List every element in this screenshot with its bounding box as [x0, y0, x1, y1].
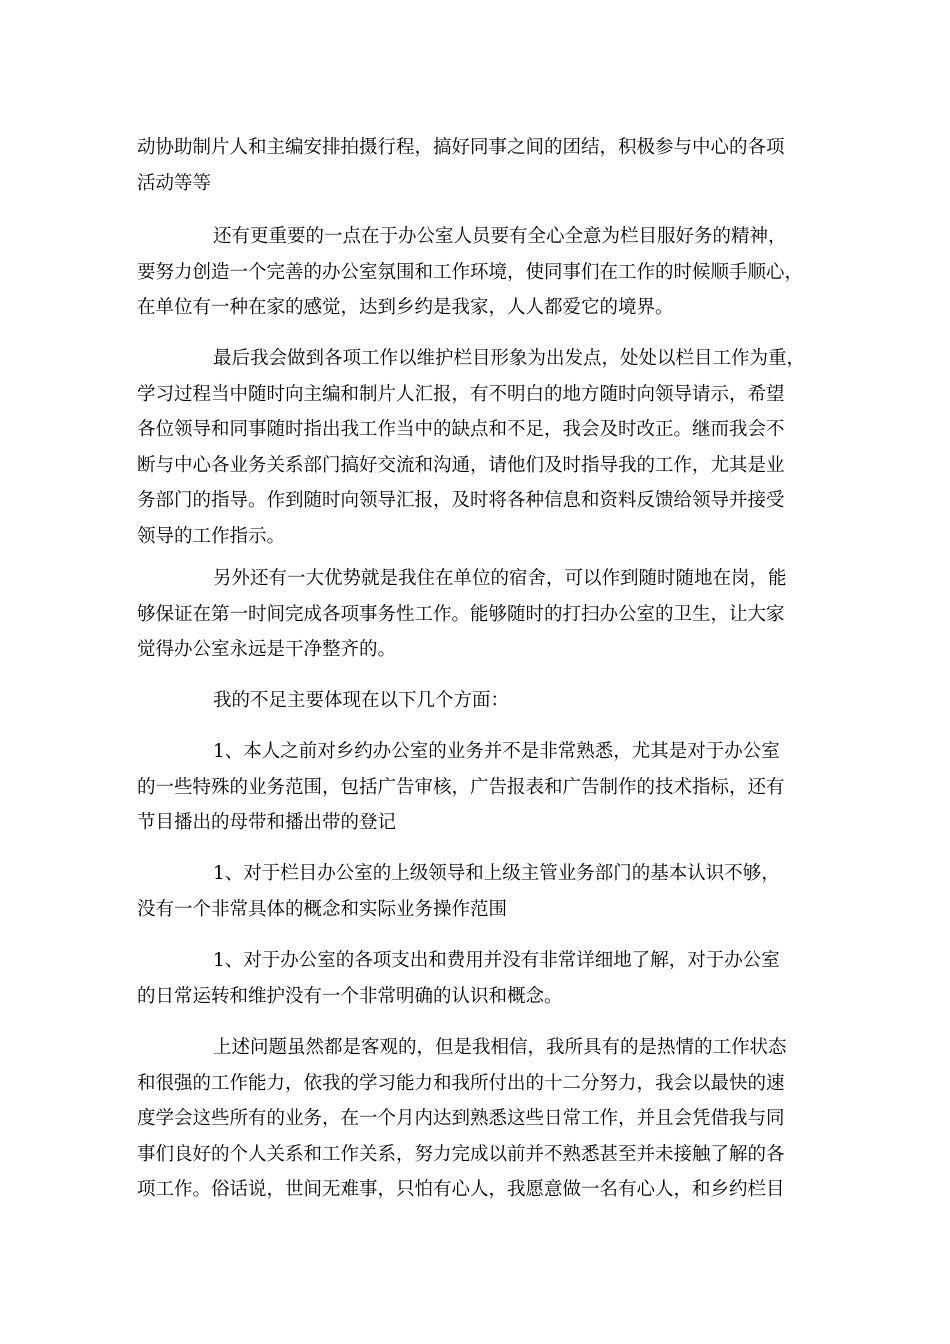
paragraph-line: 上述问题虽然都是客观的，但是我相信，我所具有的是热情的工作状态 [213, 1037, 787, 1058]
paragraph-line: 另外还有一大优势就是我住在单位的宿舍，可以作到随时随地在岗，能 [213, 568, 787, 589]
paragraph-3 [137, 341, 817, 554]
paragraph-line: 活动等等 [137, 172, 212, 194]
paragraph-line: 和很强的工作能力，依我的学习能力和我所付出的十二分努力，我会以最快的速 [137, 1072, 785, 1094]
paragraph-line: 领导的工作指示。 [137, 525, 286, 547]
paragraph-line: 1、对于办公室的各项支出和费用并没有非常详细地了解，对于办公室 [213, 950, 780, 971]
paragraph-5 [137, 683, 817, 719]
paragraph-line: 最后我会做到各项工作以维护栏目形象为出发点，处处以栏目工作为重， [213, 348, 806, 369]
paragraph-line: 的一些特殊的业务范围，包括广告审核，广告报表和广告制作的技术指标，还有 [137, 776, 785, 798]
paragraph-line: 学习过程当中随时向主编和制片人汇报，有不明白的地方随时向领导请示，希望 [137, 383, 785, 405]
paragraph-line: 我的不足主要体现在以下几个方面： [213, 690, 510, 711]
paragraph-8 [137, 943, 817, 1014]
paragraph-line: 够保证在第一时间完成各项事务性工作。能够随时的打扫办公室的卫生，让大家 [137, 603, 785, 625]
paragraph-1 [137, 130, 817, 201]
paragraph-7 [137, 856, 817, 927]
paragraph-2 [137, 219, 817, 326]
paragraph-line: 的日常运转和维护没有一个非常明确的认识和概念。 [137, 985, 563, 1007]
paragraph-line: 度学会这些所有的业务，在一个月内达到熟悉这些日常工作，并且会凭借我与同 [137, 1108, 785, 1129]
paragraph-line: 断与中心各业务关系部门搞好交流和沟通，请他们及时指导我的工作，尤其是业 [137, 454, 785, 476]
paragraph-line: 没有一个非常具体的概念和实际业务操作范围 [137, 898, 508, 920]
paragraph-line: 1、本人之前对乡约办公室的业务并不是非常熟悉，尤其是对于办公室 [213, 741, 780, 762]
paragraph-line: 要努力创造一个完善的办公室氛围和工作环境，使同事们在工作的时候顺手顺心， [137, 261, 804, 283]
paragraph-line: 动协助制片人和主编安排拍摄行程，搞好同事之间的团结，积极参与中心的各项 [137, 137, 785, 158]
paragraph-line: 各位领导和同事随时指出我工作当中的缺点和不足，我会及时改正。继而我会不 [137, 419, 785, 440]
paragraph-line: 觉得办公室永远是干净整齐的。 [137, 639, 397, 660]
paragraph-4 [137, 561, 817, 668]
paragraph-line: 1、对于栏目办公室的上级领导和上级主管业务部门的基本认识不够， [213, 863, 780, 884]
paragraph-line: 还有更重要的一点在于办公室人员要有全心全意为栏目服好务的精神， [213, 226, 787, 247]
paragraph-9 [137, 1030, 817, 1208]
paragraph-line: 事们良好的个人关系和工作关系，努力完成以前并不熟悉甚至并未接触了解的各 [137, 1143, 785, 1165]
paragraph-line: 在单位有一种在家的感觉，达到乡约是我家，人人都爱它的境界。 [137, 297, 674, 318]
paragraph-line: 项工作。俗话说，世间无难事，只怕有心人，我愿意做一名有心人，和乡约栏目 [137, 1179, 785, 1200]
paragraph-6 [137, 734, 817, 841]
paragraph-line: 节目播出的母带和播出带的登记 [137, 812, 397, 833]
paragraph-line: 务部门的指导。作到随时向领导汇报，及时将各种信息和资料反馈给领导并接受 [137, 490, 785, 511]
